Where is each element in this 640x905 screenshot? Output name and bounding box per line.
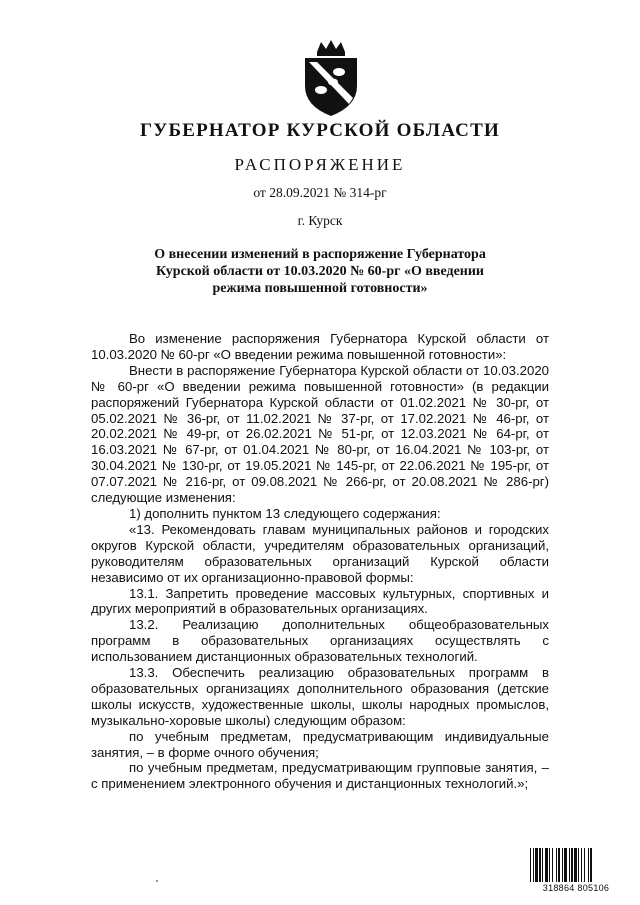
body-paragraph: 1) дополнить пунктом 13 следующего содержания: [129, 505, 441, 521]
barcode-number: 318864 805106 [542, 883, 610, 893]
body-paragraph: Внести в распоряжение Губернатора Курской области от 10.03.2020 № 60-рг «О введении режима повышенной готовности» (в редакции распоряжений Губернатора Курской области от 01.02.2021 № 30-рг, от 05.02.2021 № 36-рг, от 11.02.2021 № 37-рг, от 17.02.2021 № 46-рг, от 20.02.2021 № 49-рг, от 26.02.2021 № 51-рг, от 12.03.2021 № 64-рг, от 16.03.2021 № 67-рг, от 01.04.2021 № 80-рг, от 16.04.2021 № 103-рг, от 30.04.2021 № 130-рг, от 19.05.2021 № 145-рг, от 22.06.2021 № 195-рг, от 07.07.2021 № 216-рг, от 09.08.2021 № 266-рг, от 20.08.2021 № 286-рг) следующие изменения: [91, 362, 549, 506]
issuer-title: ГУБЕРНАТОР КУРСКОЙ ОБЛАСТИ [140, 120, 500, 141]
body-paragraph: Во изменение распоряжения Губернатора Курской области от 10.03.2020 № 60-рг «О введении режима повышенной готовности»: [91, 331, 549, 362]
barcode [530, 848, 622, 894]
document-date-number: от 28.09.2021 № 314-рг [253, 185, 387, 200]
body-paragraph: 13.2. Реализацию дополнительных общеобразовательных программ в образовательных организациях осуществлять с использованием дистанционных образовательных технологий. [91, 617, 549, 665]
body-paragraph: по учебным предметам, предусматривающим индивидуальные занятия, – в форме очного обучения; [91, 728, 549, 760]
document-type: РАСПОРЯЖЕНИЕ [234, 155, 406, 174]
kursk-coat-of-arms-icon [295, 38, 367, 118]
subject-line: Курской области от 10.03.2020 № 60-рг «О введении [155, 264, 484, 279]
barcode-bars-icon [530, 848, 622, 882]
scan-dot [156, 880, 158, 882]
body-paragraph: «13. Рекомендовать главам муниципальных районов и городских округов Курской области, учредителям образовательных организаций, руководителям образовательных организаций Курской области независимо от их организационно-правовой формы: [91, 521, 549, 585]
body-paragraph: 13.1. Запретить проведение массовых культурных, спортивных и других мероприятий в образовательных организациях. [91, 585, 549, 617]
body-paragraph: 13.3. Обеспечить реализацию образовательных программ в образовательных организациях дополнительного образования (детские школы искусств, художественные школы, школы народных промыслов, музыкально-хоровые школы) следующим образом: [91, 665, 549, 728]
document-subject [110, 246, 530, 297]
document-body [91, 331, 549, 792]
subject-line: режима повышенной готовности» [212, 281, 428, 296]
subject-line: О внесении изменений в распоряжение Губернатора [154, 247, 486, 262]
document-city: г. Курск [297, 213, 343, 228]
body-paragraph: по учебным предметам, предусматривающим групповые занятия, – с применением электронного обучения и дистанционных технологий.»; [91, 760, 549, 792]
